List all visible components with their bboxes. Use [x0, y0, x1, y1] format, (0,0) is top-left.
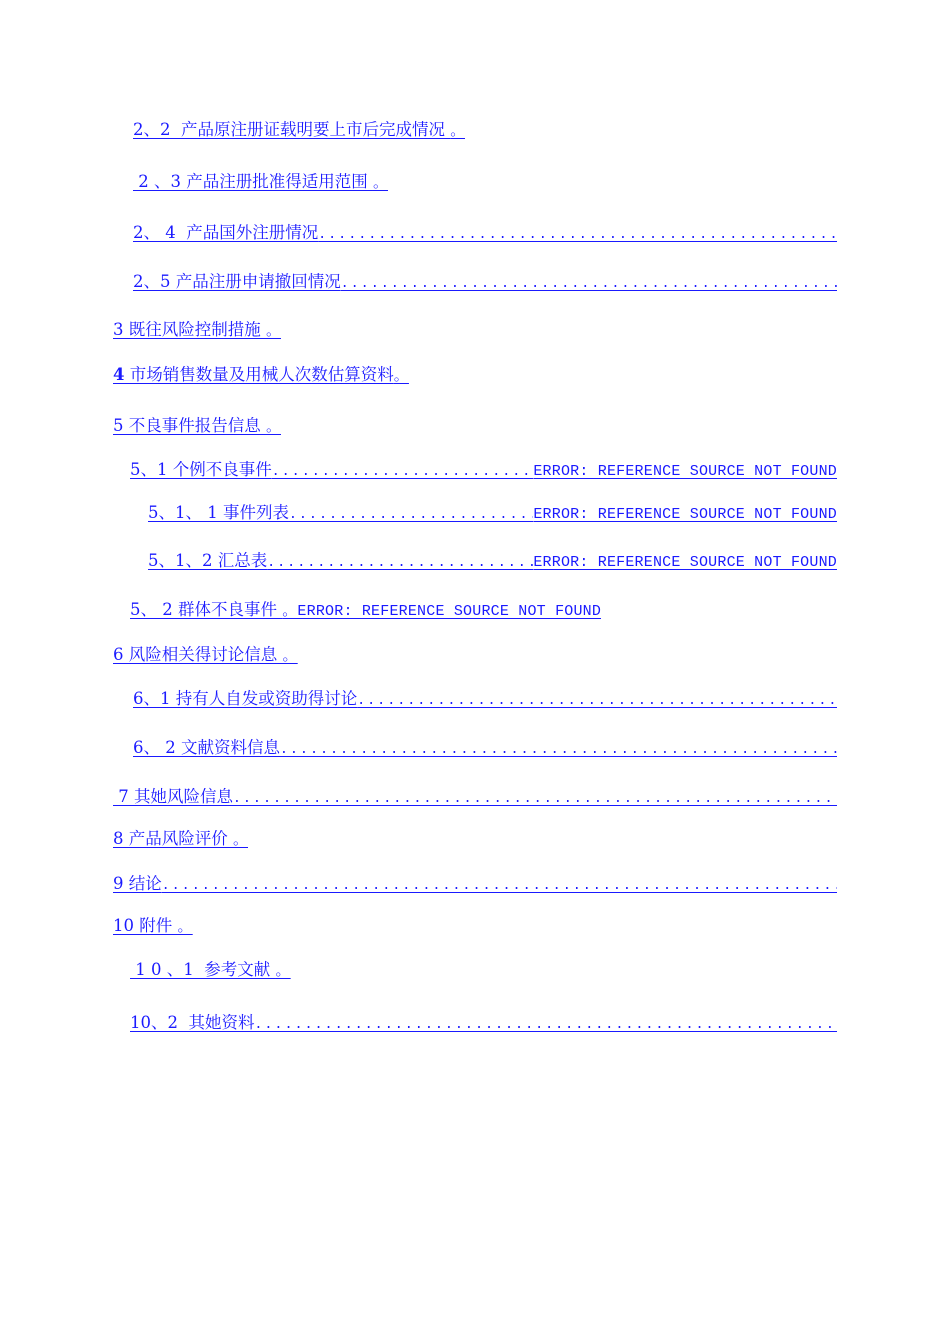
- toc-entry-page: 。: [372, 175, 389, 192]
- toc-entry-number: 4: [113, 365, 125, 384]
- toc-dot-leader: [272, 460, 534, 482]
- toc-entry-page: ERROR: REFERENCE SOURCE NOT FOUND: [533, 463, 837, 480]
- toc-dot-leader: [162, 874, 837, 896]
- toc-entry-label: 6 风险相关得讨论信息: [113, 645, 283, 664]
- toc-entry-label: 5、 2 群体不良事件: [130, 600, 283, 619]
- toc-entry-label: 8 产品风险评价: [113, 829, 233, 848]
- toc-dot-leader: [289, 503, 533, 525]
- toc-entry-label: 市场销售数量及用械人次数估算资料: [124, 365, 394, 384]
- toc-entry-page: 。: [393, 368, 409, 385]
- toc-entry-label: 2、 4 产品国外注册情况: [133, 223, 319, 242]
- toc-entry-label: 3 既往风险控制措施: [113, 320, 266, 339]
- toc-dot-leader: [357, 689, 837, 711]
- toc-dot-leader: [341, 272, 837, 294]
- toc-dot-leader: [280, 738, 837, 760]
- toc-entry-page: 。: [266, 323, 282, 340]
- toc-entry-8[interactable]: [113, 827, 248, 851]
- toc-entry-label: 2 、3 产品注册批准得适用范围: [133, 172, 373, 191]
- toc-entry-label: 5、1、 1 事件列表: [148, 503, 289, 522]
- toc-dot-leader: [233, 787, 837, 809]
- toc-entry-page: ERROR: REFERENCE SOURCE NOT FOUND: [533, 554, 837, 571]
- toc-entry-7[interactable]: [113, 785, 837, 809]
- toc-entry-2-4[interactable]: [133, 221, 837, 245]
- toc-entry-9[interactable]: [113, 872, 837, 896]
- toc-entry-label: 10 附件: [113, 916, 178, 935]
- toc-entry-label: 1 0 、1 参考文献: [130, 960, 276, 979]
- toc-entry-5-1-2[interactable]: [148, 549, 837, 573]
- toc-entry-page: 。: [282, 648, 298, 665]
- toc-entry-page: ERROR: REFERENCE SOURCE NOT FOUND: [533, 506, 837, 523]
- toc-entry-label: 10、2 其她资料: [130, 1013, 255, 1032]
- toc-entry-label: 9 结论: [113, 874, 162, 893]
- toc-dot-leader: [318, 223, 837, 245]
- toc-entry-label: 5 不良事件报告信息: [113, 416, 266, 435]
- toc-entry-page: 。: [233, 832, 249, 849]
- toc-entry-5-1-1[interactable]: [148, 501, 837, 525]
- toc-entry-label: 7 其她风险信息: [113, 787, 233, 806]
- toc-entry-page: 。: [275, 963, 291, 980]
- toc-entry-6-2[interactable]: [133, 736, 837, 760]
- toc-entry-3[interactable]: [113, 318, 281, 342]
- toc-entry-5-2[interactable]: [130, 598, 601, 622]
- toc-entry-label: 5、1 个例不良事件: [130, 460, 272, 479]
- toc-entry-5-1[interactable]: [130, 458, 837, 482]
- toc-entry-page: 。ERROR: REFERENCE SOURCE NOT FOUND: [282, 603, 602, 620]
- toc-entry-6[interactable]: [113, 643, 298, 667]
- toc-entry-2-5[interactable]: [133, 270, 837, 294]
- toc-entry-10-1[interactable]: [130, 958, 291, 982]
- toc-entry-10[interactable]: [113, 914, 193, 938]
- toc-entry-page: 。: [177, 919, 193, 936]
- toc-entry-5[interactable]: [113, 414, 281, 438]
- toc-entry-page: 。: [266, 419, 282, 436]
- toc-entry-2-2[interactable]: [133, 118, 465, 142]
- toc-entry-label: 6、 2 文献资料信息: [133, 738, 280, 757]
- toc-entry-4[interactable]: [113, 363, 409, 387]
- toc-entry-page: 。: [450, 123, 466, 140]
- toc-entry-label: 5、1、2 汇总表: [148, 551, 268, 570]
- toc-entry-label: 2、5 产品注册申请撤回情况: [133, 272, 341, 291]
- toc-dot-leader: [254, 1013, 837, 1035]
- toc-entry-2-3[interactable]: [133, 170, 388, 194]
- toc-entry-10-2[interactable]: [130, 1011, 837, 1035]
- toc-entry-label: 6、1 持有人自发或资助得讨论: [133, 689, 358, 708]
- toc-entry-6-1[interactable]: [133, 687, 837, 711]
- toc-dot-leader: [267, 551, 533, 573]
- toc-entry-label: 2、2 产品原注册证载明要上市后完成情况: [133, 120, 451, 139]
